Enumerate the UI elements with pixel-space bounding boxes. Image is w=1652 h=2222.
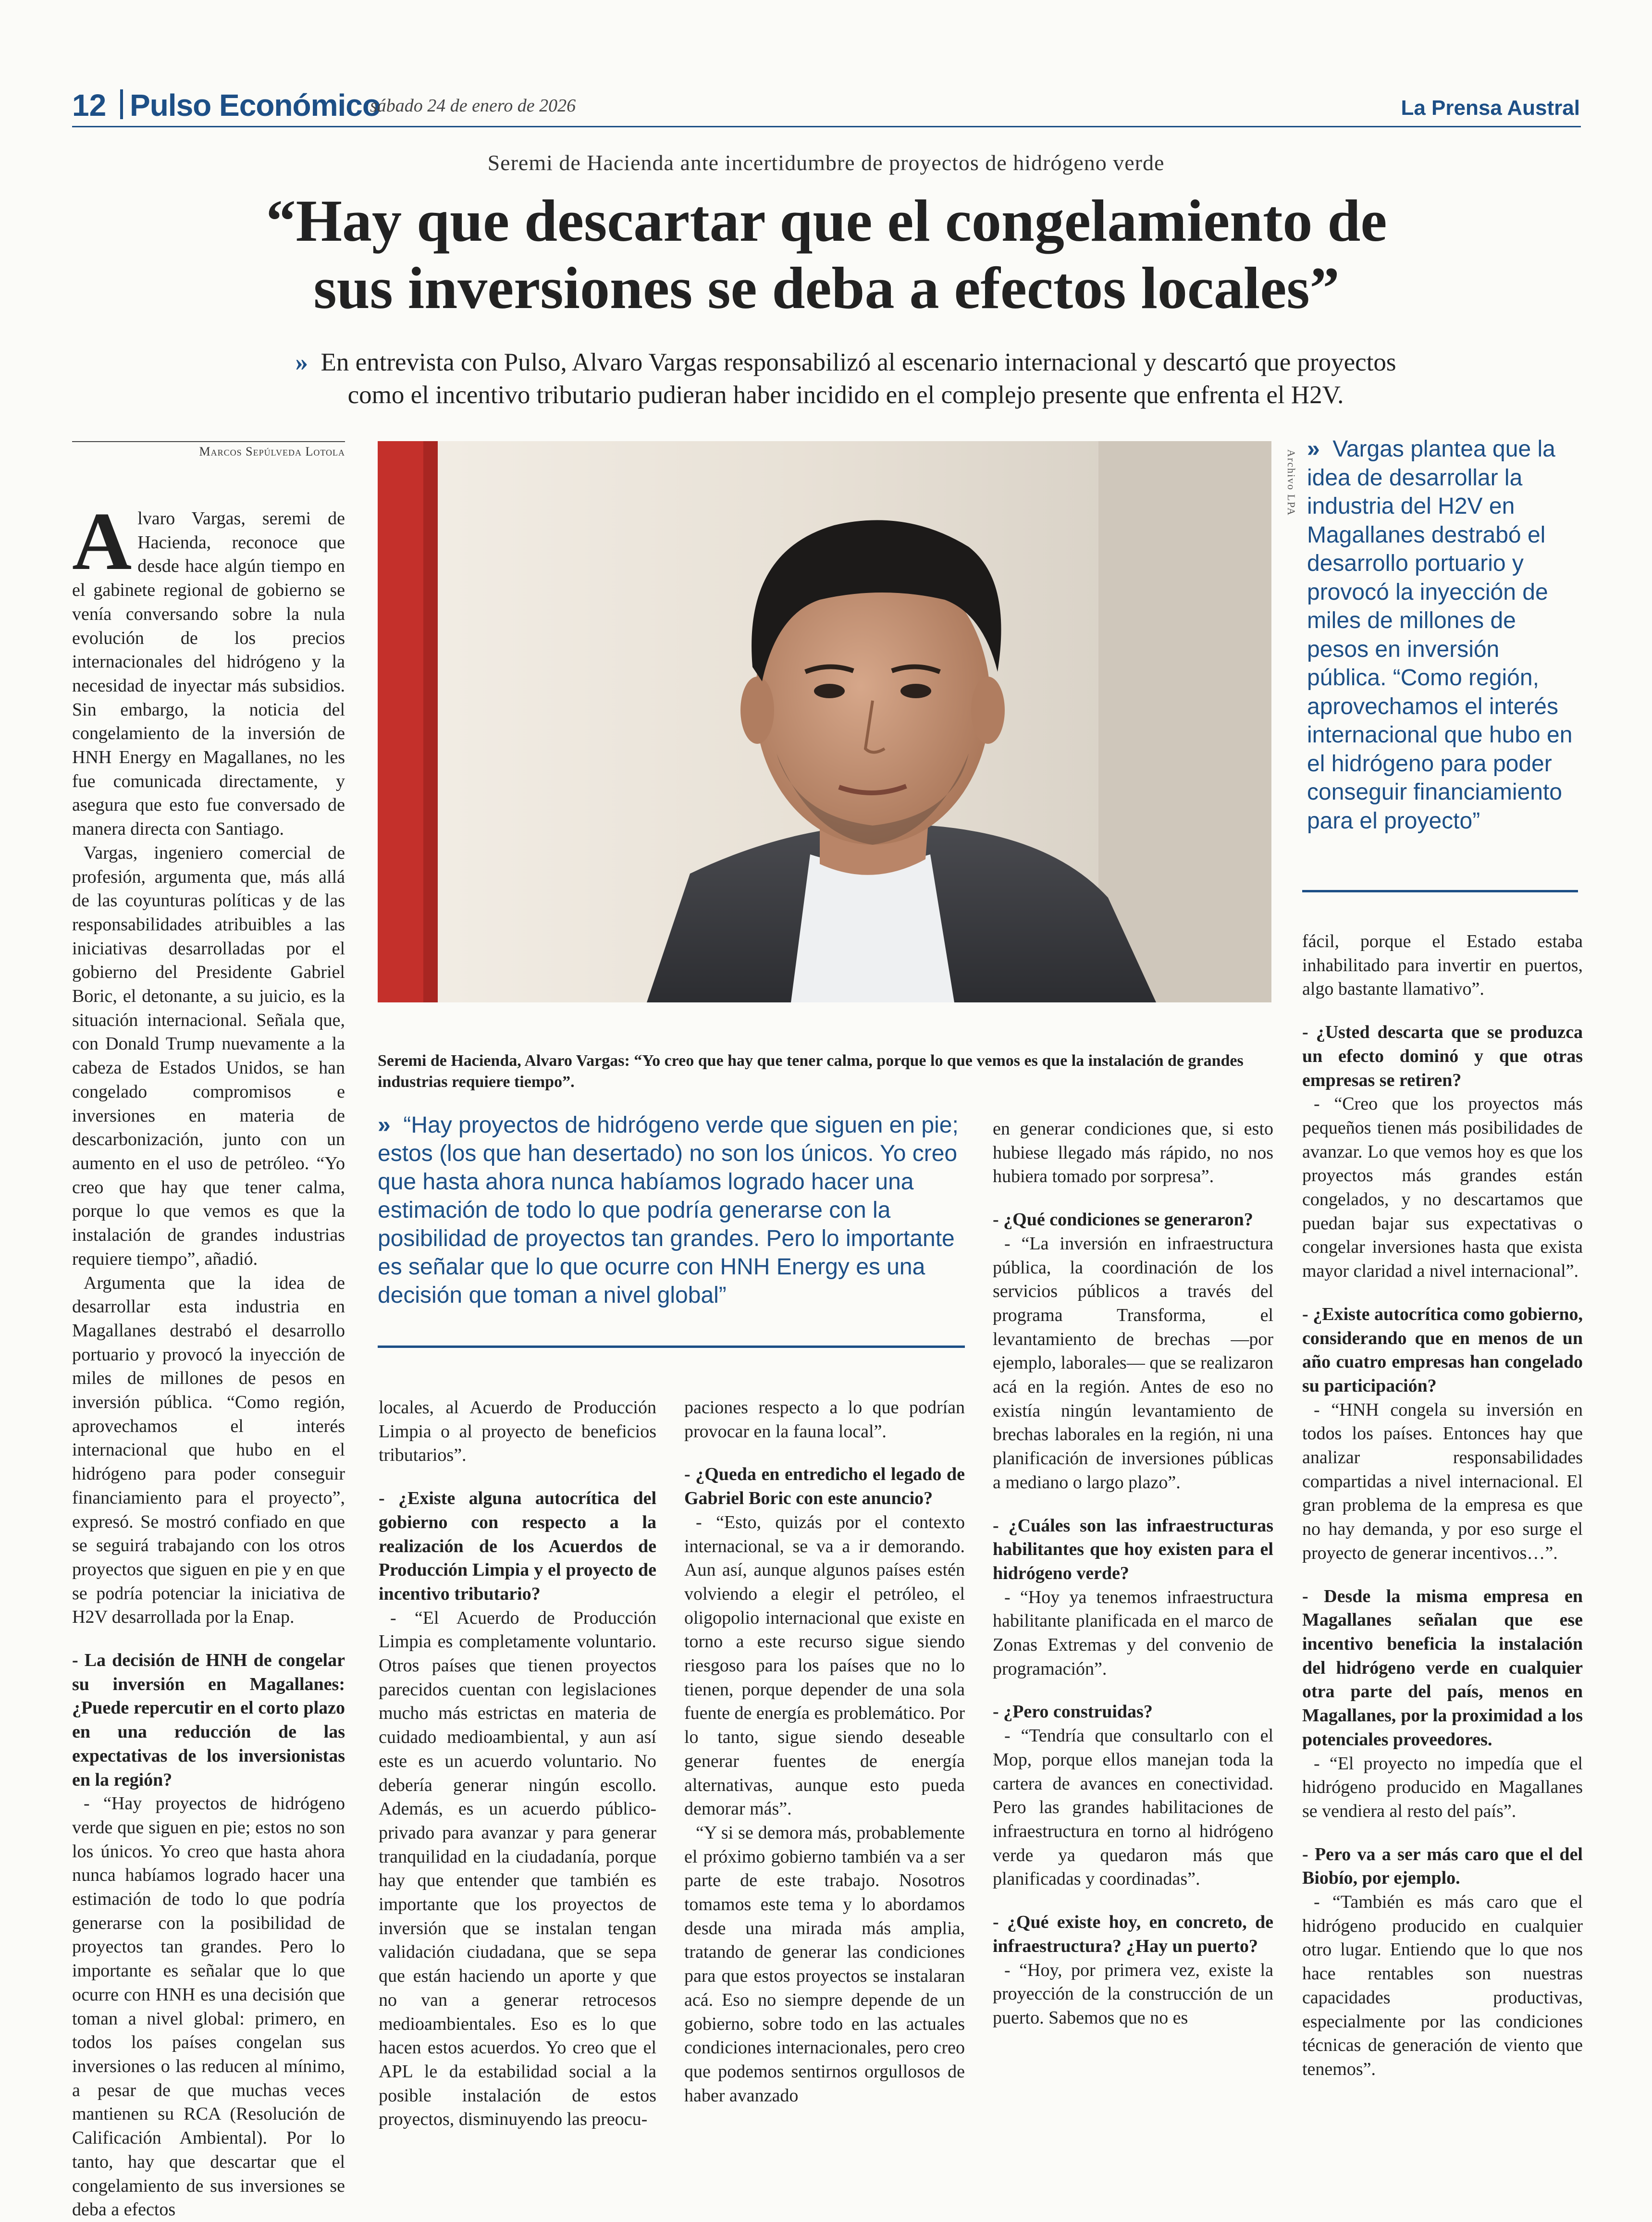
- dropcap: A: [72, 496, 132, 587]
- headline-line-2: sus inversiones se deba a efectos locales”: [313, 255, 1340, 321]
- deck-line-2: como el incentivo tributario pudieran haber incidido en el complejo presente que enfrenta el H2V.: [347, 381, 1344, 409]
- question: - ¿Qué existe hoy, en concreto, de infraestructura? ¿Hay un puerto?: [993, 1912, 1273, 1956]
- photo-caption: Seremi de Hacienda, Alvaro Vargas: “Yo creo que hay que tener calma, porque lo que vemos es que la instalación de grandes industrias requiere tiempo”.: [378, 1052, 1244, 1091]
- answer: - “También es más caro que el hidrógeno producido en cualquier otro lugar. Entiendo que lo que nos hace rentables son nuestras capacidades productivas, especialmente por las condiciones técnicas de generación de viento que tenemos”.: [1302, 1892, 1583, 2079]
- byline: Marcos Sepúlveda Lotola: [199, 444, 345, 458]
- question: - ¿Existe autocrítica como gobierno, considerando que en menos de un año cuatro empresas han congelado su participación?: [1302, 1304, 1583, 1396]
- answer: - “El proyecto no impedía que el hidrógeno producido en Magallanes se vendiera al resto del país”.: [1302, 1753, 1583, 1821]
- answer: - “HNH congela su inversión en todos los países. Entonces hay que analizar responsabilidades compartidas a nivel internacional. El gran problema de la empresa es que no hay demanda, y por eso surge el proyecto de generar incentivos…”.: [1302, 1399, 1583, 1563]
- answer: - “Esto, quizás por el contexto internacional, se va a ir demorando. Aun así, aunque algunos países estén volviendo a elegir el petróleo, el oligopolio internacional que existe en torno a este recurso sigue siendo riesgoso para los países que no lo tienen, porque depender de una sola fuente de energía es problemático. Por lo tanto, sigue siendo deseable generar fuentes de energía alternativas, aunque esto pueda demorar más”.: [684, 1512, 965, 1819]
- column-5: [1302, 930, 1583, 2082]
- photo-credit: [1274, 442, 1297, 601]
- answer-continued: paciones respecto a lo que podrían provocar en la fauna local”.: [684, 1397, 965, 1442]
- deck: [221, 346, 1470, 411]
- answer-continued: en generar condiciones que, si esto hubiese llegado más rápido, no nos hubiera tomado por sorpresa”.: [993, 1119, 1273, 1187]
- column-2: [379, 1396, 656, 2132]
- pullquote-1-rule: [378, 1346, 965, 1348]
- headline-line-1: “Hay que descartar que el congelamiento de: [266, 188, 1387, 254]
- byline-rule: [72, 441, 345, 442]
- answer: - “Hoy ya tenemos infraestructura habilitante planificada en el marco de Zonas Extremas y del convenio de programación”.: [993, 1587, 1273, 1679]
- question: - ¿Pero construidas?: [993, 1702, 1153, 1722]
- section-name: Pulso Económico: [130, 88, 381, 123]
- pullquote-arrow-icon: »: [1307, 436, 1320, 462]
- newspaper-name: La Prensa Austral: [1401, 96, 1580, 120]
- question: - ¿Usted descarta que se produzca un efecto dominó y que otras empresas se retiren?: [1302, 1022, 1583, 1090]
- issue-date: sábado 24 de enero de 2026: [370, 96, 576, 116]
- deck-line-1: En entrevista con Pulso, Alvaro Vargas responsabilizó al escenario internacional y descartó que proyectos: [321, 348, 1396, 376]
- pullquote-2: [1307, 435, 1581, 835]
- question: - Desde la misma empresa en Magallanes señalan que ese incentivo beneficia la instalación del hidrógeno verde en cualquier otra parte del país, menos en Magallanes, por la proximidad a los potenciales proveedores.: [1302, 1586, 1583, 1750]
- pullquote-1-text: “Hay proyectos de hidrógeno verde que siguen en pie; estos (los que han desertado) no son los únicos. Yo creo que hasta ahora nunca habíamos logrado hacer una estimación de todo lo que podría generarse con la posibilidad de proyectos tan grandes. Pero lo importante es señalar que lo que ocurre con HNH Energy es una decisión que toman a nivel global”: [378, 1112, 959, 1308]
- answer: - “La inversión en infraestructura pública, la coordinación de los servicios públicos a través del programa Transforma, el levantamiento de brechas —por ejemplo, laborales— que se realizaron acá en la región. Antes de eso no existía ningún levantamiento de brechas laborales en la región, ni una planificación de inversiones públicas a mediano o largo plazo”.: [993, 1233, 1273, 1493]
- pullquote-1: [378, 1111, 965, 1309]
- pullquote-2-rule: [1302, 890, 1578, 892]
- answer: - “Creo que los proyectos más pequeños tienen más posibilidades de avanzar. Lo que vemos hoy es que los proyectos más grandes están congelados, y no descartamos que puedan bajar sus expectativas o congelar inversiones hasta que exista mayor claridad a nivel internacional”.: [1302, 1094, 1583, 1282]
- answer: “Y si se demora más, probablemente el próximo gobierno también va a ser parte de este trabajo. Nosotros tomamos este tema y lo abordamos desde una mirada más amplia, tratando de generar las condiciones para que estos proyectos se instalaran acá. Eso no siempre depende de un gobierno, sobre todo en las actuales condiciones internacionales, pero creo que podemos sentirnos orgullosos de haber avanzado: [684, 1822, 965, 2106]
- paragraph: Alvaro Vargas, seremi de Hacienda, reconoce que desde hace algún tiempo en el gabinete regional de gobierno se venía conversando sobre la nula evolución de los precios internacionales del hidrógeno y la necesidad de inyectar más subsidios. Sin embargo, la noticia del congelamiento de la inversión de HNH Energy en Magallanes, no les fue comunicada directamente, y asegura que esto fue conversado de manera directa con Santiago.: [72, 496, 345, 839]
- header-separator: [120, 89, 123, 119]
- answer-continued: fácil, porque el Estado estaba inhabilitado para invertir en puertos, algo bastante llamativo”.: [1302, 931, 1583, 1000]
- column-4: [993, 1117, 1273, 2030]
- question: - ¿Queda en entredicho el legado de Gabriel Boric con este anuncio?: [684, 1464, 965, 1509]
- question: - La decisión de HNH de congelar su inversión en Magallanes: ¿Puede repercutir en el corto plazo en una reducción de las expectativas de los inversionistas en la región?: [72, 1650, 345, 1790]
- answer: - “Hoy, por primera vez, existe la proyección de la construcción de un puerto. Sabemos que no es: [993, 1960, 1273, 2028]
- pullquote-2-text: Vargas plantea que la idea de desarrollar la industria del H2V en Magallanes destrabó el desarrollo portuario y provocó la inyección de miles de millones de pesos en inversión pública. “Como región, aprovechamos el interés internacional que hubo en el hidrógeno para poder conseguir financiamiento para el proyecto”: [1307, 436, 1573, 834]
- paragraph: Vargas, ingeniero comercial de profesión, argumenta que, más allá de las coyunturas políticas y de las responsabilidades atribuibles a las iniciativas desarrolladas por el gobierno del Presidente Gabriel Boric, el detonante, a su juicio, es la situación internacional. Señala que, con Donald Trump nuevamente a la cabeza de Estados Unidos, se han congelado compromisos e inversiones en materia de descarbonización, junto con un aumento en el uso de petróleo. “Yo creo que hay que tener calma, porque lo que vemos es que la instalación de grandes industrias requiere tiempo”, añadió.: [72, 842, 345, 1269]
- column-1: [72, 496, 345, 2222]
- headline: [96, 187, 1557, 322]
- paragraph: Argumenta que la idea de desarrollar esta industria en Magallanes destrabó el desarrollo portuario y provocó la inyección de miles de millones de pesos en inversión pública. “Como región, aprovechamos el interés internacional que hubo en el hidrógeno para poder conseguir financiamiento para el proyecto”, expresó. Se mostró confiado en que se seguirá trabajando con los otros proyectos que siguen en pie y en que se podría potenciar la iniciativa de H2V desarrollada por la Enap.: [72, 1272, 345, 1628]
- question: - Pero va a ser más caro que el del Biobío, por ejemplo.: [1302, 1844, 1583, 1889]
- portrait-photo: [378, 441, 1271, 1002]
- header-rule: [72, 126, 1581, 127]
- question: - ¿Qué condiciones se generaron?: [993, 1210, 1253, 1230]
- question: - ¿Cuáles son las infraestructuras habilitantes que hoy existen para el hidrógeno verde?: [993, 1515, 1273, 1583]
- answer-continued: locales, al Acuerdo de Producción Limpia o al proyecto de beneficios tributarios”.: [379, 1397, 656, 1466]
- answer: - “Hay proyectos de hidrógeno verde que siguen en pie; estos no son los únicos. Yo creo que hasta ahora nunca habíamos logrado hacer una estimación de todo lo que podría generarse con la posibilidad de proyectos tan grandes. Pero lo importante es señalar que lo que ocurre con HNH es una decisión que toman a nivel global: primero, en todos los países congelan sus inversiones o las reducen al mínimo, a pesar de que muchas veces mantienen su RCA (Resolución de Calificación Ambiental). Por lo tanto, hay que descartar que el congelamiento de sus inversiones se deba a efectos: [72, 1793, 345, 2220]
- answer: - “El Acuerdo de Producción Limpia es completamente voluntario. Otros países que tienen proyectos parecidos cuentan con legislaciones mucho más estrictas en materia de cuidado medioambiental, y aun así este es un acuerdo voluntario. No debería generar ningún escollo. Además, es un acuerdo público-privado para avanzar y para generar tranquilidad en la ciudadanía, porque hay que entender que también es importante que los proyectos de inversión que se instalan tengan validación ciudadana, que se sepa que están haciendo un aporte y que no van a generar retrocesos medioambientales. Eso es lo que hacen estos acuerdos. Yo creo que el APL le da estabilidad social a la posible instalación de estos proyectos, disminuyendo las preocu-: [379, 1607, 656, 2130]
- pullquote-arrow-icon: »: [378, 1112, 391, 1138]
- deck-arrow-icon: »: [295, 348, 308, 376]
- photo-credit-text: Archivo LPA: [1285, 449, 1297, 517]
- question: - ¿Existe alguna autocrítica del gobierno con respecto a la realización de los Acuerdos de Producción Limpia y el proyecto de incentivo tributario?: [379, 1488, 656, 1604]
- answer: - “Tendría que consultarlo con el Mop, porque ellos manejan toda la cartera de avances en conectividad. Pero las grandes habilitaciones de infraestructura en torno al hidrógeno verde ya quedaron más que planificadas y coordinadas”.: [993, 1726, 1273, 1889]
- column-3: [684, 1396, 965, 2108]
- kicker: Seremi de Hacienda ante incertidumbre de proyectos de hidrógeno verde: [487, 150, 1165, 175]
- page-number: 12: [72, 88, 107, 123]
